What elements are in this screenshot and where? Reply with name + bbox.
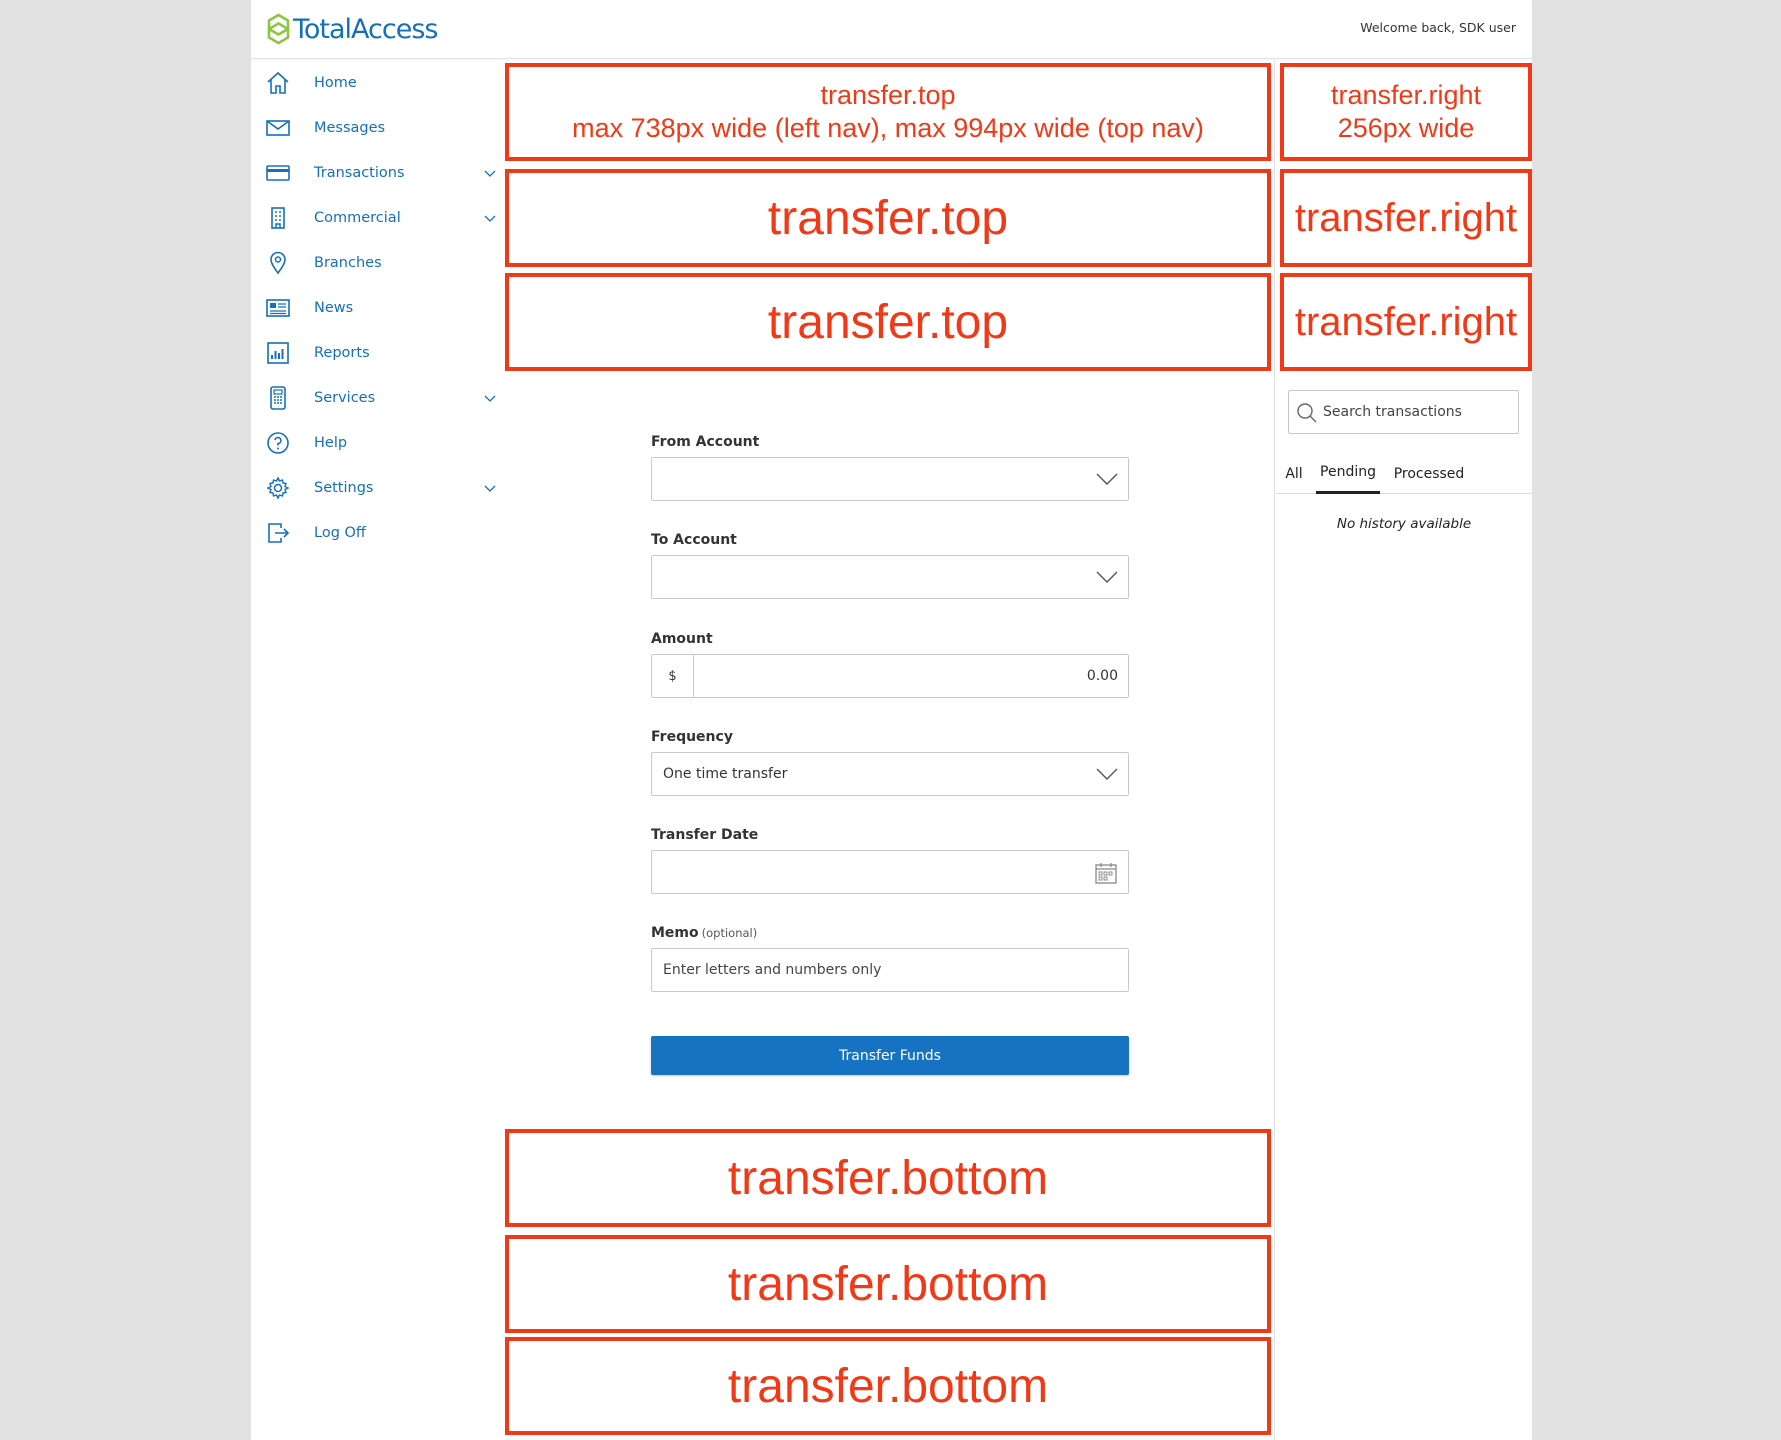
slot-title: transfer.bottom <box>727 1151 1049 1205</box>
search-box[interactable] <box>1288 390 1519 434</box>
envelope-icon <box>265 115 291 141</box>
slot-title: transfer.right <box>1294 299 1518 344</box>
chevron-down-icon <box>1096 472 1118 486</box>
newspaper-icon <box>265 295 291 321</box>
search-input[interactable] <box>1323 391 1513 433</box>
nav-item-home[interactable] <box>251 60 507 105</box>
nav-label-commercial: Commercial <box>314 209 401 226</box>
logo[interactable] <box>266 12 438 46</box>
nav-label-settings: Settings <box>314 479 374 496</box>
slot-subtitle: 256px wide <box>1337 113 1475 143</box>
nav-item-transactions[interactable] <box>251 150 507 195</box>
nav-item-branches[interactable] <box>251 240 507 285</box>
transfer-right-slot <box>1280 169 1532 267</box>
amount-value: 0.00 <box>1086 668 1118 684</box>
transfer-funds-button[interactable]: Transfer Funds <box>651 1036 1129 1075</box>
nav-label-news: News <box>314 299 354 316</box>
nav-label-reports: Reports <box>314 344 370 361</box>
memo-field[interactable] <box>651 948 1129 992</box>
nav-label-messages: Messages <box>314 119 386 136</box>
to-account-label: To Account <box>651 532 737 548</box>
left-nav <box>251 60 507 555</box>
tab-all[interactable]: All <box>1285 465 1303 482</box>
bar-chart-icon <box>265 340 291 366</box>
transfer-date-label: Transfer Date <box>651 827 759 843</box>
main-content <box>507 60 1275 1440</box>
question-circle-icon <box>265 430 291 456</box>
frequency-label: Frequency <box>651 729 733 745</box>
slot-title: transfer.bottom <box>727 1359 1049 1413</box>
log-off-icon <box>265 520 291 546</box>
logo-hexagon-icon <box>266 13 291 45</box>
memo-label-text: Memo <box>651 925 699 941</box>
transfer-top-slot <box>505 63 1271 161</box>
nav-item-help[interactable] <box>251 420 507 465</box>
nav-label-home: Home <box>314 74 357 91</box>
transfer-right-slot <box>1280 63 1532 161</box>
slot-title: transfer.bottom <box>727 1257 1049 1311</box>
transfer-bottom-slot <box>505 1235 1271 1333</box>
welcome-message: Welcome back, SDK user <box>1360 20 1516 35</box>
chevron-down-icon[interactable] <box>483 391 497 405</box>
nav-item-news[interactable] <box>251 285 507 330</box>
nav-label-transactions: Transactions <box>314 164 405 181</box>
transfer-bottom-slot <box>505 1129 1271 1227</box>
nav-label-branches: Branches <box>314 254 382 271</box>
currency-prefix: $ <box>652 655 694 697</box>
slot-title: transfer.top <box>767 191 1009 245</box>
chevron-down-icon <box>1096 570 1118 584</box>
nav-label-help: Help <box>314 434 348 451</box>
tab-pending[interactable]: Pending <box>1316 453 1380 494</box>
nav-label-services: Services <box>314 389 376 406</box>
nav-item-reports[interactable] <box>251 330 507 375</box>
nav-item-log-off[interactable] <box>251 510 507 555</box>
nav-item-messages[interactable] <box>251 105 507 150</box>
chevron-down-icon[interactable] <box>483 166 497 180</box>
slot-title: transfer.right <box>1294 195 1518 240</box>
memo-input[interactable] <box>652 949 1128 991</box>
nav-item-commercial[interactable] <box>251 195 507 240</box>
slot-subtitle: max 738px wide (left nav), max 994px wide (top nav) <box>572 113 1204 143</box>
gear-icon <box>265 475 291 501</box>
tab-processed[interactable]: Processed <box>1393 465 1465 482</box>
chevron-down-icon[interactable] <box>483 211 497 225</box>
chevron-down-icon[interactable] <box>483 481 497 495</box>
logo-text: TotalAccess <box>293 13 438 45</box>
nav-item-settings[interactable] <box>251 465 507 510</box>
map-pin-icon <box>265 250 291 276</box>
search-icon <box>1296 402 1318 424</box>
transfer-date-input[interactable] <box>651 850 1129 894</box>
from-account-select[interactable] <box>651 457 1129 501</box>
app-window <box>251 0 1532 1440</box>
nav-label-log-off: Log Off <box>314 524 366 541</box>
right-panel <box>1276 60 1532 1440</box>
credit-card-icon <box>265 160 291 186</box>
slot-title: transfer.top <box>820 80 956 110</box>
calendar-icon[interactable] <box>1094 861 1118 885</box>
top-header <box>251 0 1532 59</box>
transfer-top-slot <box>505 169 1271 267</box>
calculator-icon <box>265 385 291 411</box>
transfer-top-slot <box>505 273 1271 371</box>
from-account-label: From Account <box>651 434 760 450</box>
chevron-down-icon <box>1096 767 1118 781</box>
to-account-select[interactable] <box>651 555 1129 599</box>
slot-title: transfer.top <box>767 295 1009 349</box>
transfer-bottom-slot <box>505 1337 1271 1435</box>
building-icon <box>265 205 291 231</box>
frequency-select[interactable] <box>651 752 1129 796</box>
transfer-right-slot <box>1280 273 1532 371</box>
slot-title: transfer.right <box>1330 80 1482 110</box>
memo-optional-hint: (optional) <box>701 926 758 940</box>
home-icon <box>265 70 291 96</box>
history-tabs <box>1276 453 1532 494</box>
amount-label: Amount <box>651 631 713 647</box>
empty-history-message: No history available <box>1336 516 1472 532</box>
frequency-value: One time transfer <box>663 766 788 782</box>
amount-input[interactable] <box>651 654 1129 698</box>
nav-item-services[interactable] <box>251 375 507 420</box>
memo-label <box>651 925 757 941</box>
